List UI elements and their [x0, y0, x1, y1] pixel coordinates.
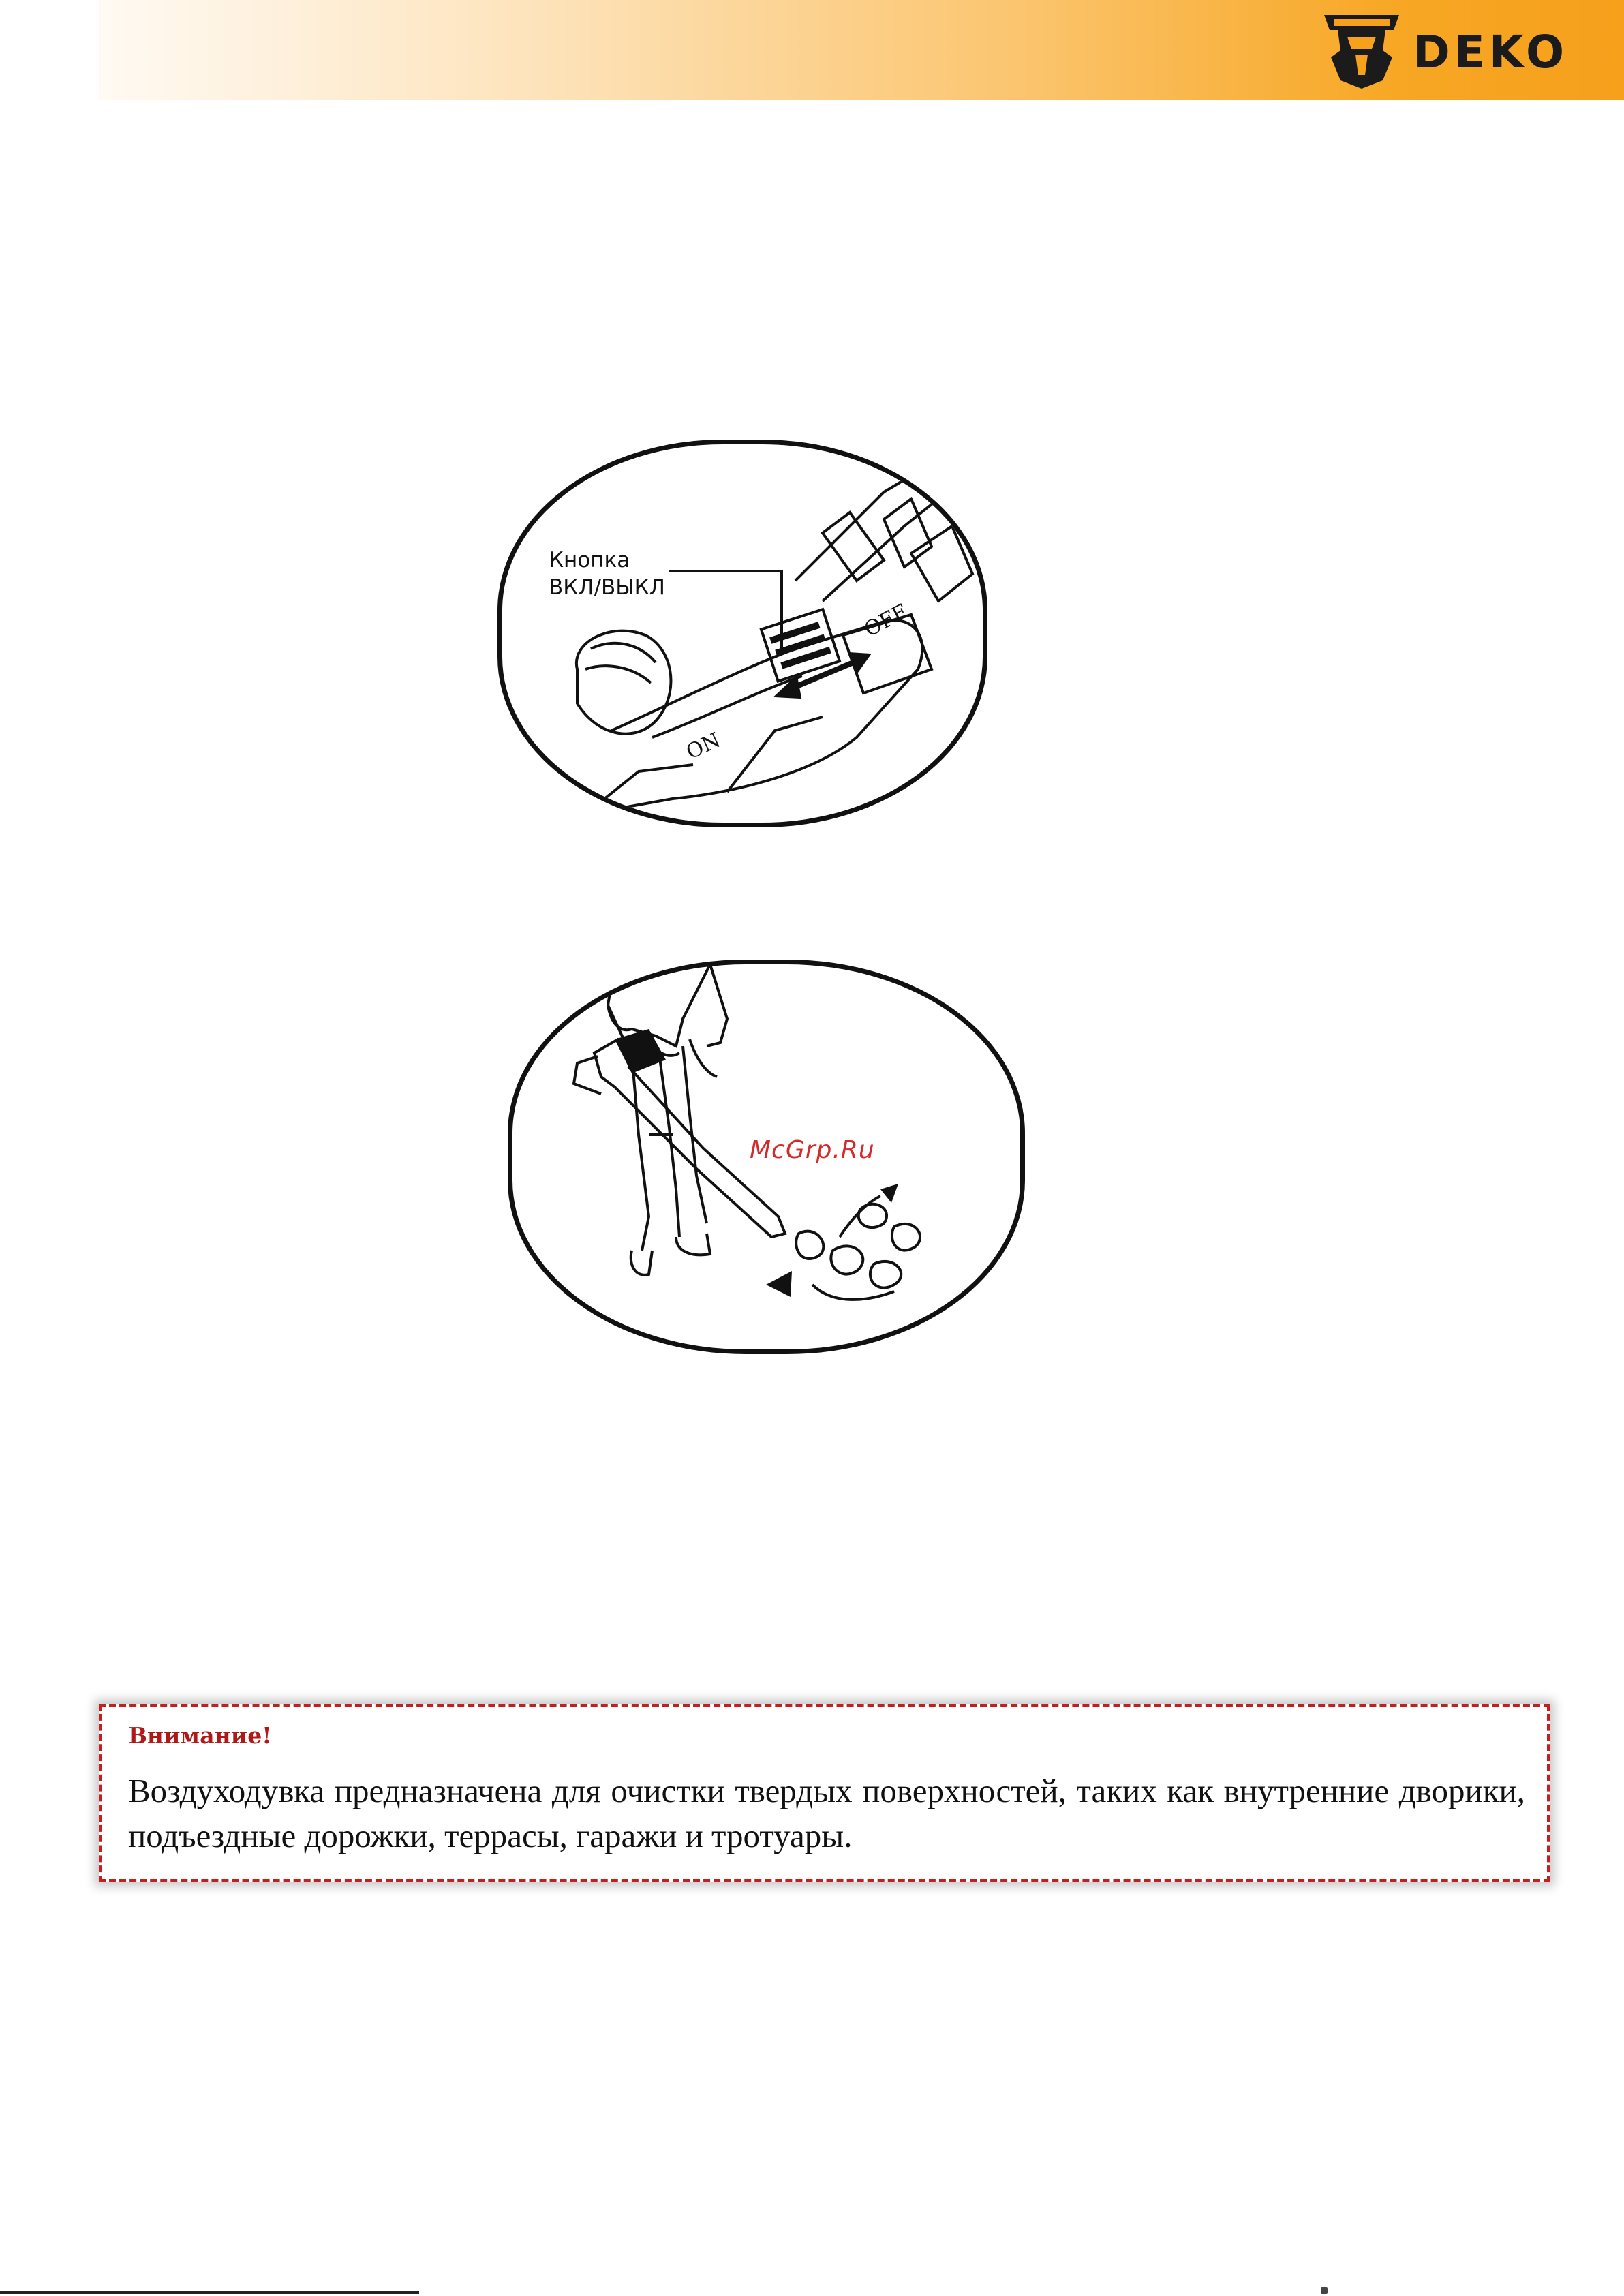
- callout-line-2: ВКЛ/ВЫКЛ: [549, 575, 665, 600]
- switch-on-label: ON: [682, 728, 724, 765]
- footer-mark: [1321, 2287, 1328, 2294]
- blower-usage-illustration: [508, 960, 1025, 1354]
- header-band: [99, 0, 1624, 100]
- callout-line-1: Кнопка: [549, 548, 630, 572]
- notice-body: Воздуходувка предназначена для очистки твердых поверхностей, таких как внутренние дворики, подъездные дорожки, террасы, гаражи и тротуары.: [128, 1772, 1525, 1854]
- deko-mask-icon: [1317, 10, 1406, 91]
- footer-rule: [0, 2291, 419, 2294]
- brand-name: DEKO: [1413, 26, 1569, 78]
- switch-off-label: OFF: [860, 599, 912, 642]
- power-switch-illustration: [497, 440, 987, 827]
- deko-logo: [1317, 10, 1604, 91]
- watermark-text: McGrp.Ru: [750, 1136, 875, 1164]
- warning-notice: [99, 1704, 1550, 1882]
- notice-title: Внимание!: [128, 1722, 272, 1749]
- blower-switch-drawing: [502, 444, 983, 823]
